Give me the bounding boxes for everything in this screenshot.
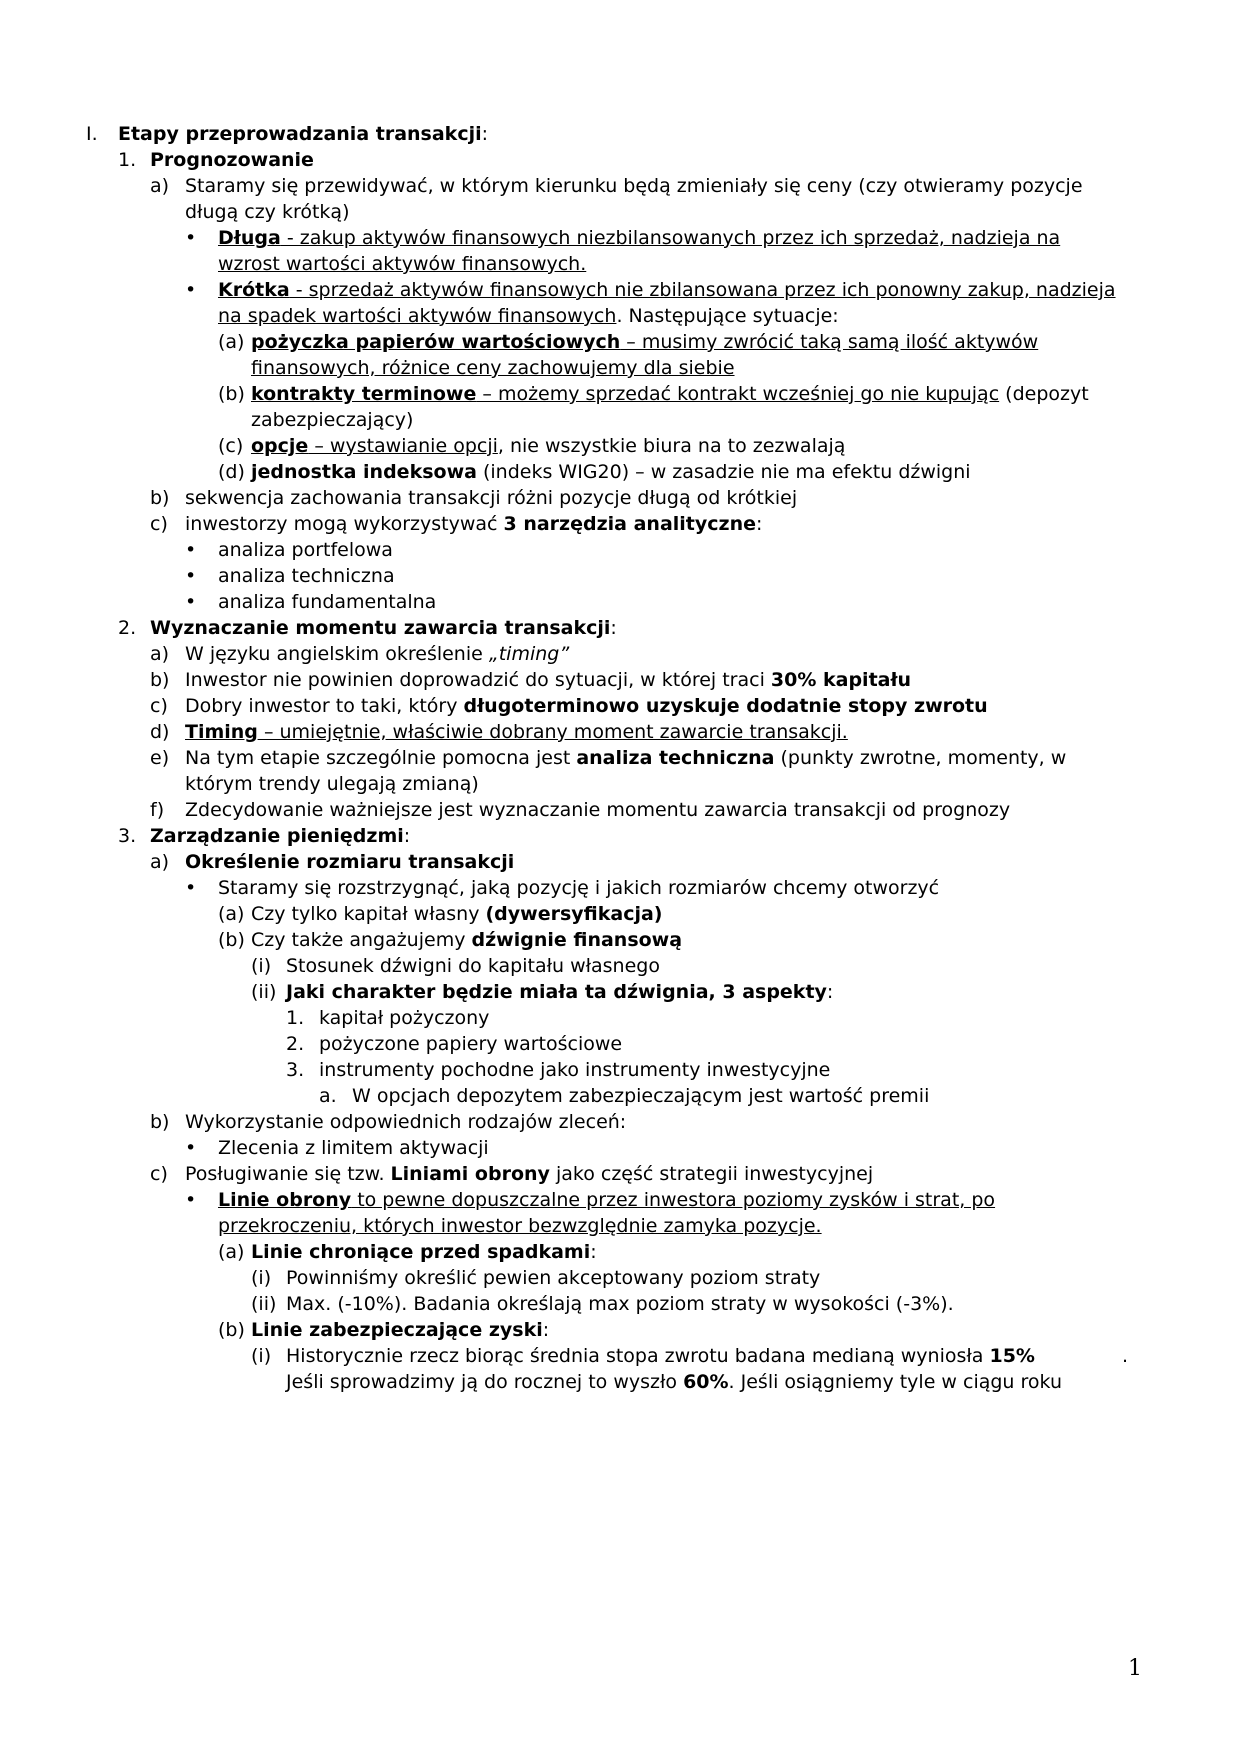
paragraph-line: długą czy krótką): [185, 201, 350, 223]
definition-line: Długa - zakup aktywów finansowych niezbilansowanych przez ich sprzedaż, nadzieja na: [218, 227, 1061, 249]
item-mark: (b): [218, 383, 245, 405]
subheading: Określenie rozmiaru transakcji: [185, 851, 515, 873]
paragraph-line: Linie zabezpieczające zyski:: [251, 1319, 550, 1341]
point-number: 1.: [118, 149, 137, 171]
paragraph-line: Jaki charakter będzie miała ta dźwignia, 3 aspekty:: [286, 981, 834, 1003]
paragraph-line: Stosunek dźwigni do kapitału własnego: [286, 955, 660, 977]
point-number: 2.: [118, 617, 137, 639]
point-heading: Zarządzanie pieniędzmi:: [150, 825, 411, 847]
item-mark: (a): [218, 331, 245, 353]
point-heading: Wyznaczanie momentu zawarcia transakcji:: [150, 617, 617, 639]
paragraph-line: kontrakty terminowe – możemy sprzedać kontrakt wcześniej go nie kupując (depozyt: [251, 383, 1089, 405]
item-mark: b): [150, 1111, 170, 1133]
paragraph-line: Czy tylko kapitał własny (dywersyfikacja): [251, 903, 663, 925]
paragraph-line: Linie chroniące przed spadkami:: [251, 1241, 597, 1263]
definition-line: przekroczeniu, których inwestor bezwzględnie zamyka pozycje.: [218, 1215, 822, 1237]
paragraph-line: pożyczka papierów wartościowych – musimy zwrócić taką samą ilość aktywów: [251, 331, 1039, 353]
bullet-icon: •: [185, 877, 197, 899]
paragraph-line: sekwencja zachowania transakcji różni pozycje długą od krótkiej: [185, 487, 798, 509]
paragraph-line: jednostka indeksowa (indeks WIG20) – w zasadzie nie ma efektu dźwigni: [251, 461, 971, 483]
item-mark: (ii): [251, 981, 277, 1003]
paragraph-line: opcje – wystawianie opcji, nie wszystkie biura na to zezwalają: [251, 435, 846, 457]
item-mark: (d): [218, 461, 245, 483]
definition-line: na spadek wartości aktywów finansowych. Następujące sytuacje:: [218, 305, 839, 327]
list-item: kapitał pożyczony: [319, 1007, 490, 1029]
item-mark: d): [150, 721, 170, 743]
list-item: instrumenty pochodne jako instrumenty inwestycyjne: [319, 1059, 831, 1081]
item-mark: (c): [218, 435, 244, 457]
bullet-icon: •: [185, 591, 197, 613]
item-mark: a): [150, 175, 170, 197]
definition-line: Krótka - sprzedaż aktywów finansowych nie zbilansowana przez ich ponowny zakup, nadzieja: [218, 279, 1116, 301]
paragraph-line: którym trendy ulegają zmianą): [185, 773, 479, 795]
bullet-icon: •: [185, 227, 197, 249]
item-mark: 3.: [286, 1059, 305, 1081]
item-mark: (a): [218, 1241, 245, 1263]
item-mark: 1.: [286, 1007, 305, 1029]
item-mark: (b): [218, 1319, 245, 1341]
item-mark: c): [150, 1163, 168, 1185]
section-number: I.: [86, 123, 98, 145]
item-mark: (ii): [251, 1293, 277, 1315]
definition-line: Linie obrony to pewne dopuszczalne przez inwestora poziomy zysków i strat, po: [218, 1189, 996, 1211]
item-mark: (i): [251, 1267, 272, 1289]
item-mark: a.: [319, 1085, 337, 1107]
paragraph-line: zabezpieczający): [251, 409, 414, 431]
paragraph-line: Czy także angażujemy dźwignie finansową: [251, 929, 683, 951]
list-item: W opcjach depozytem zabezpieczającym jest wartość premii: [352, 1085, 930, 1107]
list-item: analiza fundamentalna: [218, 591, 437, 613]
page-number: 1: [1128, 1656, 1142, 1681]
paragraph-line: Timing – umiejętnie, właściwie dobrany moment zawarcie transakcji.: [185, 721, 848, 743]
paragraph-line: W języku angielskim określenie „timing”: [185, 643, 570, 665]
item-mark: c): [150, 513, 168, 535]
paragraph-line: Inwestor nie powinien doprowadzić do sytuacji, w której traci 30% kapitału: [185, 669, 912, 691]
paragraph-line: Na tym etapie szczególnie pomocna jest analiza techniczna (punkty zwrotne, momenty, w: [185, 747, 1067, 769]
paragraph-line: Staramy się rozstrzygnąć, jaką pozycję i jakich rozmiarów chcemy otworzyć: [218, 877, 940, 899]
paragraph-line: finansowych, różnice ceny zachowujemy dla siebie: [251, 357, 735, 379]
paragraph-line: Powinniśmy określić pewien akceptowany poziom straty: [286, 1267, 821, 1289]
list-item: Zlecenia z limitem aktywacji: [218, 1137, 489, 1159]
definition-line: wzrost wartości aktywów finansowych.: [218, 253, 587, 275]
paragraph-line: Jeśli sprowadzimy ją do rocznej to wyszło 60%. Jeśli osiągniemy tyle w ciągu roku: [286, 1371, 1062, 1393]
item-mark: (i): [251, 955, 272, 977]
item-mark: a): [150, 643, 170, 665]
bullet-icon: •: [185, 279, 197, 301]
item-mark: 2.: [286, 1033, 305, 1055]
list-item: analiza portfelowa: [218, 539, 393, 561]
bullet-icon: •: [185, 1137, 197, 1159]
paragraph-line: Staramy się przewidywać, w którym kierunku będą zmieniały się ceny (czy otwieramy pozycje: [185, 175, 1083, 197]
paragraph-line: Dobry inwestor to taki, który długoterminowo uzyskuje dodatnie stopy zwrotu: [185, 695, 988, 717]
paragraph-line: Wykorzystanie odpowiednich rodzajów zleceń:: [185, 1111, 627, 1133]
bullet-icon: •: [185, 539, 197, 561]
item-mark: (i): [251, 1345, 272, 1367]
section-heading: Etapy przeprowadzania transakcji:: [118, 123, 489, 145]
point-number: 3.: [118, 825, 137, 847]
item-mark: b): [150, 487, 170, 509]
bullet-icon: •: [185, 1189, 197, 1211]
item-mark: (a): [218, 903, 245, 925]
paragraph-line: Max. (-10%). Badania określają max poziom straty w wysokości (-3%).: [286, 1293, 954, 1315]
bullet-icon: •: [185, 565, 197, 587]
item-mark: c): [150, 695, 168, 717]
paragraph-line: Zdecydowanie ważniejsze jest wyznaczanie momentu zawarcia transakcji od prognozy: [185, 799, 1011, 821]
list-item: analiza techniczna: [218, 565, 395, 587]
stray-dot: .: [1122, 1345, 1129, 1367]
item-mark: e): [150, 747, 170, 769]
paragraph-line: inwestorzy mogą wykorzystywać 3 narzędzia analityczne:: [185, 513, 763, 535]
item-mark: (b): [218, 929, 245, 951]
point-heading: Prognozowanie: [150, 149, 314, 171]
item-mark: a): [150, 851, 170, 873]
paragraph-line: Historycznie rzecz biorąc średnia stopa zwrotu badana medianą wyniosła 15%: [286, 1345, 1035, 1367]
list-item: pożyczone papiery wartościowe: [319, 1033, 623, 1055]
paragraph-line: Posługiwanie się tzw. Liniami obrony jako część strategii inwestycyjnej: [185, 1163, 874, 1185]
item-mark: b): [150, 669, 170, 691]
item-mark: f): [150, 799, 165, 821]
